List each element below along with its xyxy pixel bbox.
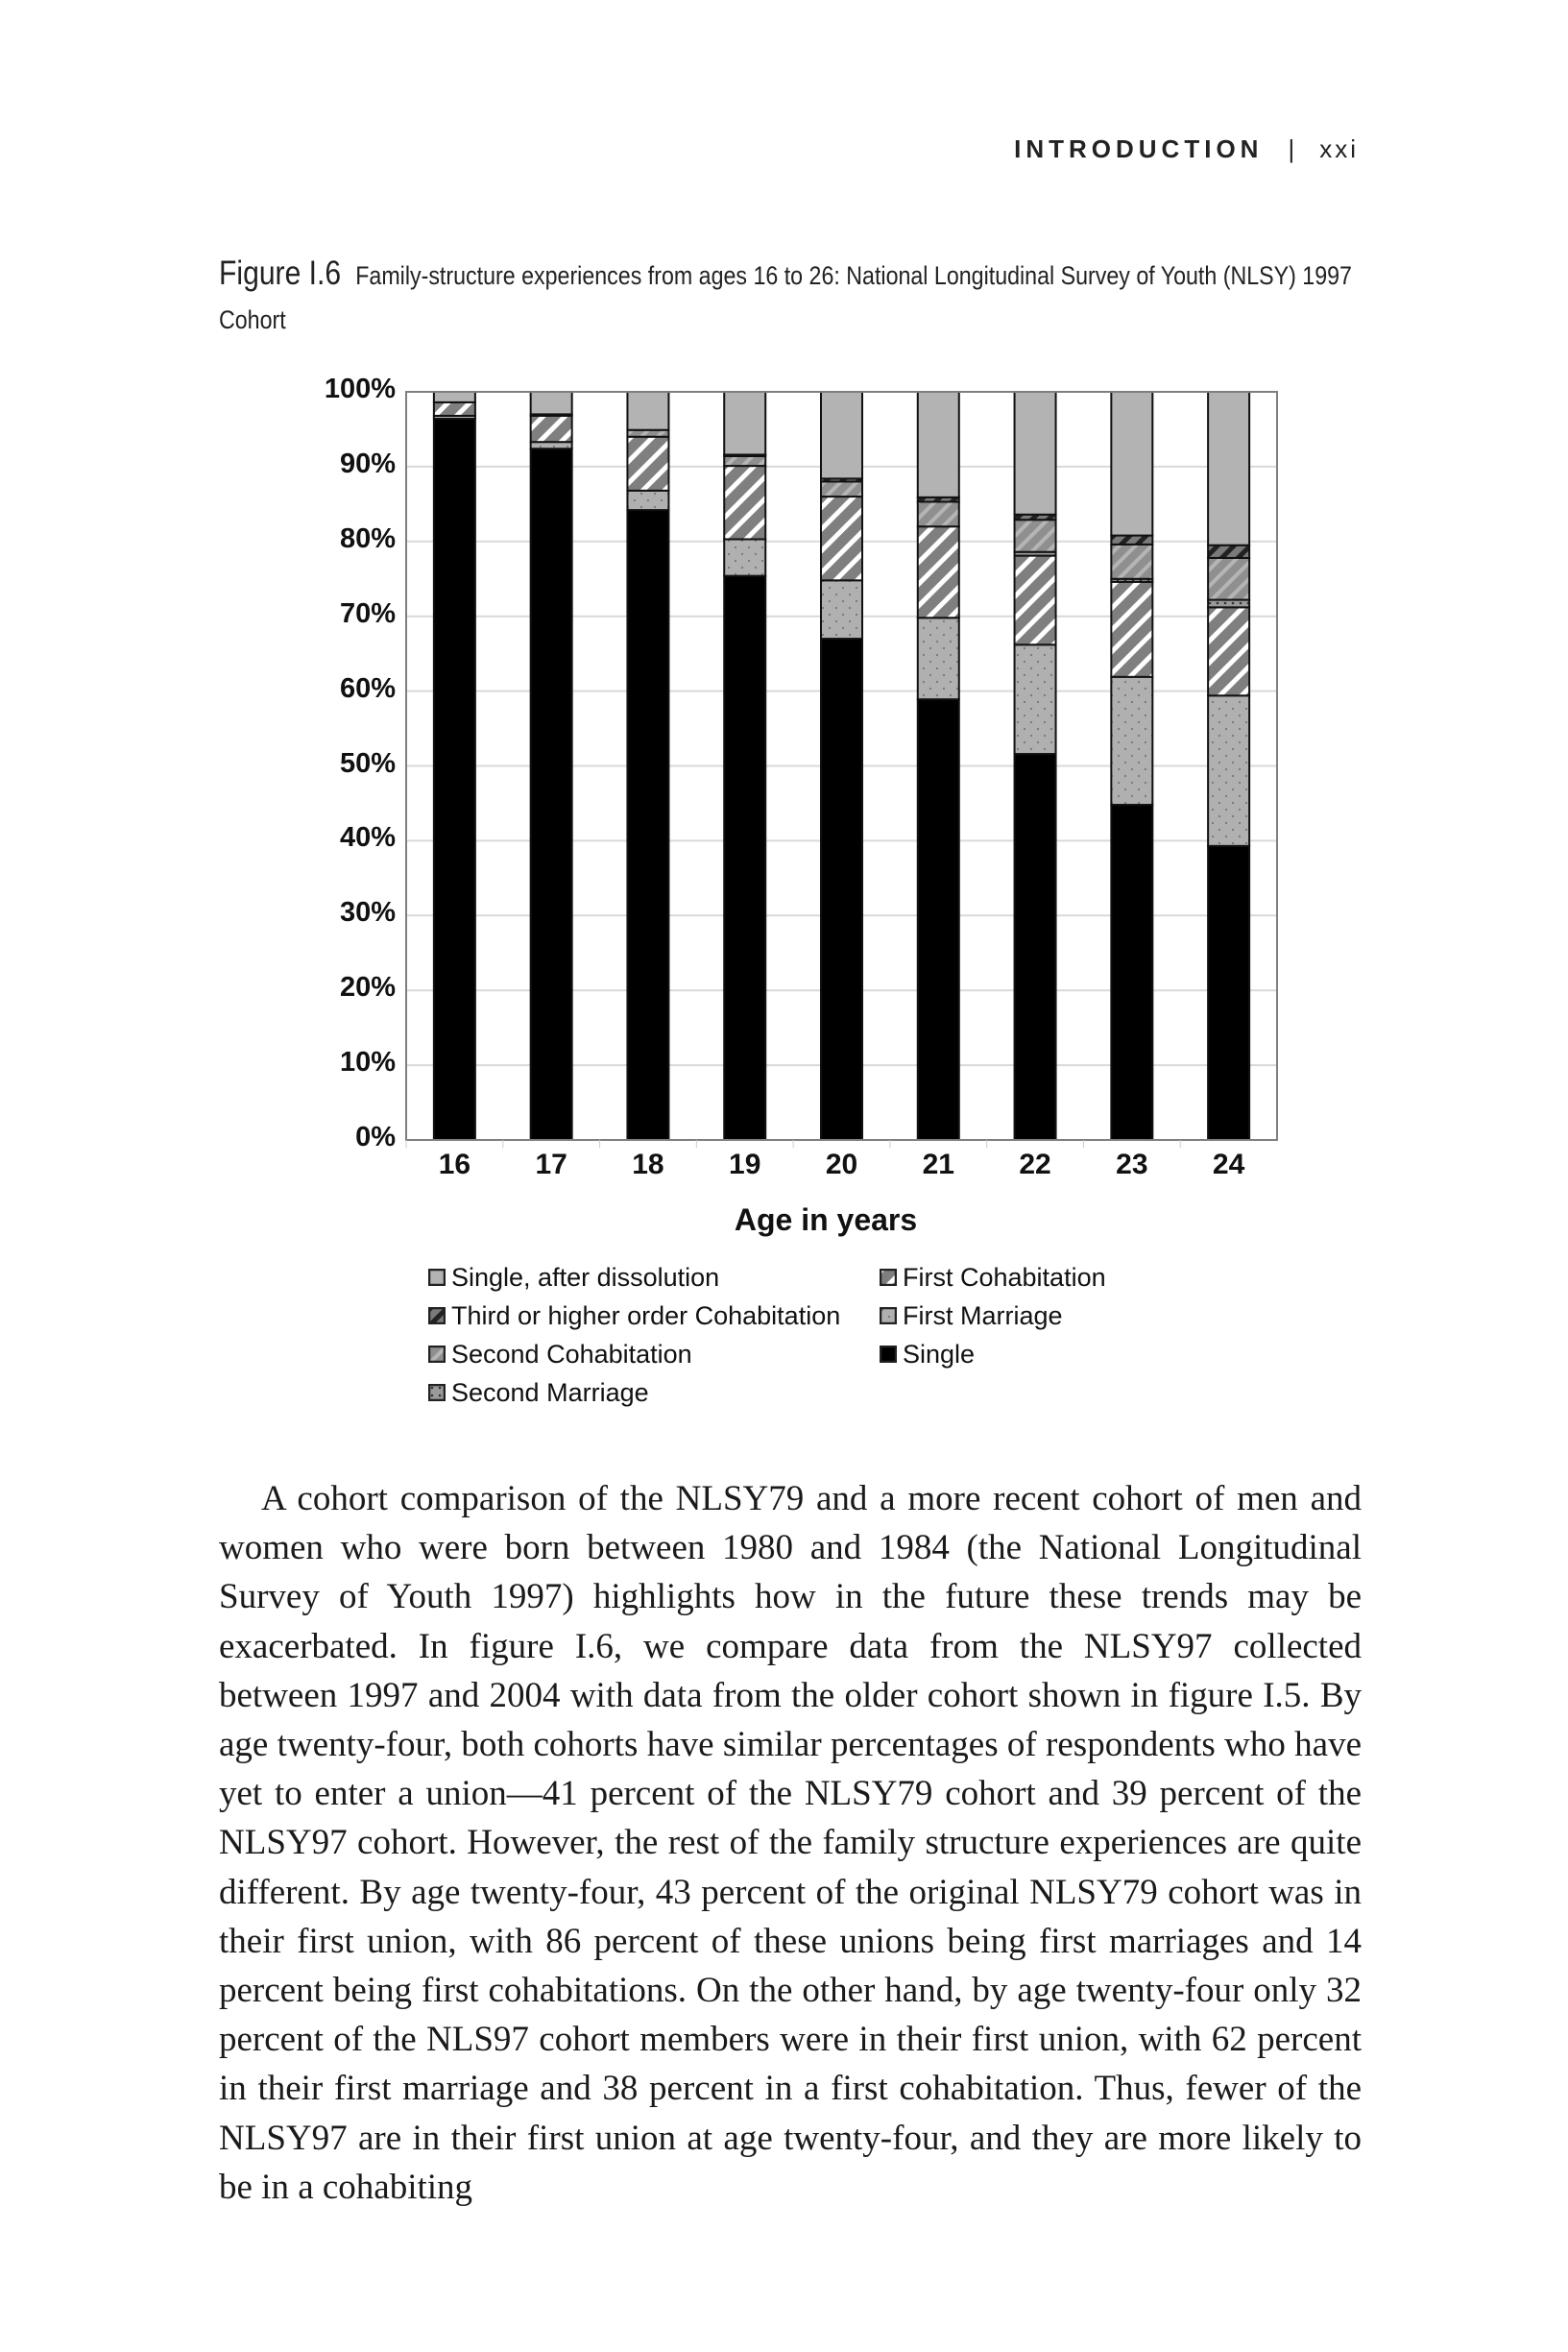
legend-swatch-icon bbox=[428, 1269, 446, 1286]
bar-segment-first_marriage bbox=[724, 539, 765, 575]
y-tick-label: 90% bbox=[339, 448, 396, 479]
y-tick-label: 80% bbox=[339, 522, 396, 554]
bar-segment-first_cohabitation bbox=[821, 497, 862, 580]
page-number: xxi bbox=[1319, 134, 1359, 163]
bar-segment-single_after_dissolution bbox=[627, 392, 668, 430]
body-text bbox=[219, 1474, 1362, 2212]
x-axis-label: Age in years bbox=[734, 1202, 918, 1237]
bar-segment-single bbox=[918, 699, 959, 1140]
body-paragraph: A cohort comparison of the NLSY79 and a more recent cohort of men and women who were born between 1980 and 1984 (the National Longitudinal Survey of Youth 1997) highlights how in the future these trends may be exacerbated. In figure I.6, we compare data from the NLSY97 collected between 1997 and 2004 with data from the older cohort shown in figure I.5. By age twenty-four, both cohorts have similar percentages of respondents who have yet to enter a union—41 percent of the NLSY79 cohort and 39 percent of the NLSY97 cohort. However, the rest of the family structure experiences are quite different. By age twenty-four, 43 percent of the original NLSY79 cohort was in their first union, with 86 percent of these unions being first marriages and 14 percent being first cohabitations. On the other hand, by age twenty-four only 32 percent of the NLS97 cohort members were in their first union, with 62 percent in their first marriage and 38 percent in a first cohabitation. Thus, fewer of the NLSY97 are in their first union at age twenty-four, and they are more likely to be in a cohabiting bbox=[219, 1479, 1362, 2207]
bar-segment-single_after_dissolution bbox=[821, 392, 862, 478]
legend-swatch-icon bbox=[428, 1307, 446, 1324]
figure-caption-text: Family-structure experiences from ages 16 to 26: National Longitudinal Survey of Youth (NLSY) 1997 Cohort bbox=[219, 261, 1352, 334]
y-tick-label: 50% bbox=[339, 747, 396, 779]
bar-segment-first_cohabitation bbox=[1111, 582, 1152, 677]
bar-segment-single_after_dissolution bbox=[1208, 392, 1249, 546]
bar-age-23 bbox=[1111, 392, 1152, 1140]
x-tick-label: 18 bbox=[632, 1149, 664, 1180]
x-tick-label: 20 bbox=[825, 1149, 858, 1180]
bar-segment-first_cohabitation bbox=[531, 416, 572, 442]
bar-age-20 bbox=[821, 392, 862, 1140]
bar-segment-single_after_dissolution bbox=[434, 392, 475, 402]
bar-segment-single bbox=[531, 449, 572, 1140]
bar-segment-third_cohabitation bbox=[1111, 536, 1152, 545]
bar-segment-third_cohabitation bbox=[1208, 546, 1249, 558]
x-tick-label: 24 bbox=[1212, 1149, 1245, 1180]
legend-label: Second Marriage bbox=[451, 1377, 649, 1407]
y-tick-label: 0% bbox=[355, 1122, 396, 1152]
legend-swatch-icon bbox=[428, 1384, 446, 1401]
bar-segment-first_marriage bbox=[531, 442, 572, 449]
x-tick-label: 23 bbox=[1116, 1149, 1148, 1180]
bar-segment-first_marriage bbox=[627, 491, 668, 510]
bar-segment-single bbox=[821, 639, 862, 1140]
x-tick-label: 19 bbox=[729, 1149, 761, 1180]
x-tick-label: 22 bbox=[1019, 1149, 1051, 1180]
y-tick-label: 20% bbox=[339, 972, 396, 1004]
figure-number: Figure I.6 bbox=[219, 255, 342, 292]
bar-segment-first_cohabitation bbox=[434, 402, 475, 416]
legend-label: First Marriage bbox=[903, 1300, 1063, 1330]
bar-segment-second_cohabitation bbox=[821, 481, 862, 497]
bar-segment-single_after_dissolution bbox=[724, 392, 765, 454]
bar-segment-single bbox=[627, 510, 668, 1140]
legend-label: Single, after dissolution bbox=[451, 1262, 720, 1292]
bar-segment-first_marriage bbox=[1208, 695, 1249, 846]
legend-item-second_cohabitation bbox=[428, 1335, 692, 1373]
bar-segment-second_cohabitation bbox=[627, 430, 668, 437]
bar-segment-single bbox=[724, 576, 765, 1140]
x-tick-label: 21 bbox=[922, 1149, 954, 1180]
bar-age-19 bbox=[724, 392, 765, 1140]
bar-age-16 bbox=[434, 392, 475, 1140]
bar-age-17 bbox=[531, 392, 572, 1140]
bar-segment-single_after_dissolution bbox=[1015, 392, 1056, 515]
legend-swatch-icon bbox=[880, 1346, 897, 1363]
bar-segment-single_after_dissolution bbox=[1111, 392, 1152, 536]
running-head-separator: | bbox=[1288, 134, 1295, 163]
bar-segment-first_marriage bbox=[1111, 677, 1152, 805]
y-tick-label: 70% bbox=[339, 597, 396, 629]
legend-label: Single bbox=[903, 1339, 976, 1369]
bar-segment-first_cohabitation bbox=[627, 437, 668, 491]
bar-segment-first_marriage bbox=[918, 618, 959, 699]
bar-age-18 bbox=[627, 392, 668, 1140]
bar-segment-single bbox=[1015, 754, 1056, 1140]
bar-segment-second_cohabitation bbox=[1015, 520, 1056, 551]
bar-age-21 bbox=[918, 392, 959, 1140]
legend-item-first_marriage bbox=[880, 1297, 1063, 1335]
legend-swatch-icon bbox=[428, 1346, 446, 1363]
legend-item-second_marriage bbox=[428, 1373, 649, 1412]
bar-segment-first_marriage bbox=[821, 580, 862, 639]
x-tick-label: 17 bbox=[535, 1149, 567, 1180]
running-head-section: INTRODUCTION bbox=[1014, 134, 1264, 163]
legend-item-single bbox=[880, 1335, 975, 1373]
bar-segment-second_cohabitation bbox=[918, 502, 959, 527]
legend-label: First Cohabitation bbox=[903, 1262, 1106, 1292]
bar-segment-second_cohabitation bbox=[1208, 558, 1249, 600]
legend-item-first_cohabitation bbox=[880, 1258, 1106, 1297]
bar-segment-first_cohabitation bbox=[1208, 607, 1249, 695]
legend-swatch-icon bbox=[880, 1307, 897, 1324]
bar-segment-first_cohabitation bbox=[918, 526, 959, 618]
legend-swatch-icon bbox=[880, 1269, 897, 1286]
legend-label: Second Cohabitation bbox=[451, 1339, 692, 1369]
y-tick-label: 10% bbox=[339, 1047, 396, 1079]
bar-segment-first_marriage bbox=[1015, 644, 1056, 754]
x-tick-label: 16 bbox=[438, 1149, 471, 1180]
bar-segment-single bbox=[434, 419, 475, 1140]
bar-segment-first_cohabitation bbox=[724, 466, 765, 539]
bar-segment-second_cohabitation bbox=[724, 456, 765, 466]
bar-segment-single_after_dissolution bbox=[918, 392, 959, 497]
bar-segment-second_marriage bbox=[1208, 600, 1249, 608]
y-tick-label: 40% bbox=[339, 822, 396, 854]
legend-label: Third or higher order Cohabitation bbox=[451, 1300, 841, 1330]
bar-age-24 bbox=[1208, 392, 1249, 1140]
legend-item-third_cohabitation bbox=[428, 1297, 840, 1335]
bar-segment-single bbox=[1208, 846, 1249, 1140]
bar-segment-single bbox=[1111, 805, 1152, 1140]
legend-item-single_after_dissolution bbox=[428, 1258, 719, 1297]
y-tick-label: 100% bbox=[324, 374, 396, 404]
bar-segment-first_cohabitation bbox=[1015, 556, 1056, 645]
y-tick-label: 60% bbox=[339, 672, 396, 704]
y-tick-label: 30% bbox=[339, 897, 396, 929]
bar-segment-second_cohabitation bbox=[1111, 545, 1152, 579]
bar-segment-single_after_dissolution bbox=[531, 392, 572, 414]
bar-age-22 bbox=[1015, 392, 1056, 1140]
